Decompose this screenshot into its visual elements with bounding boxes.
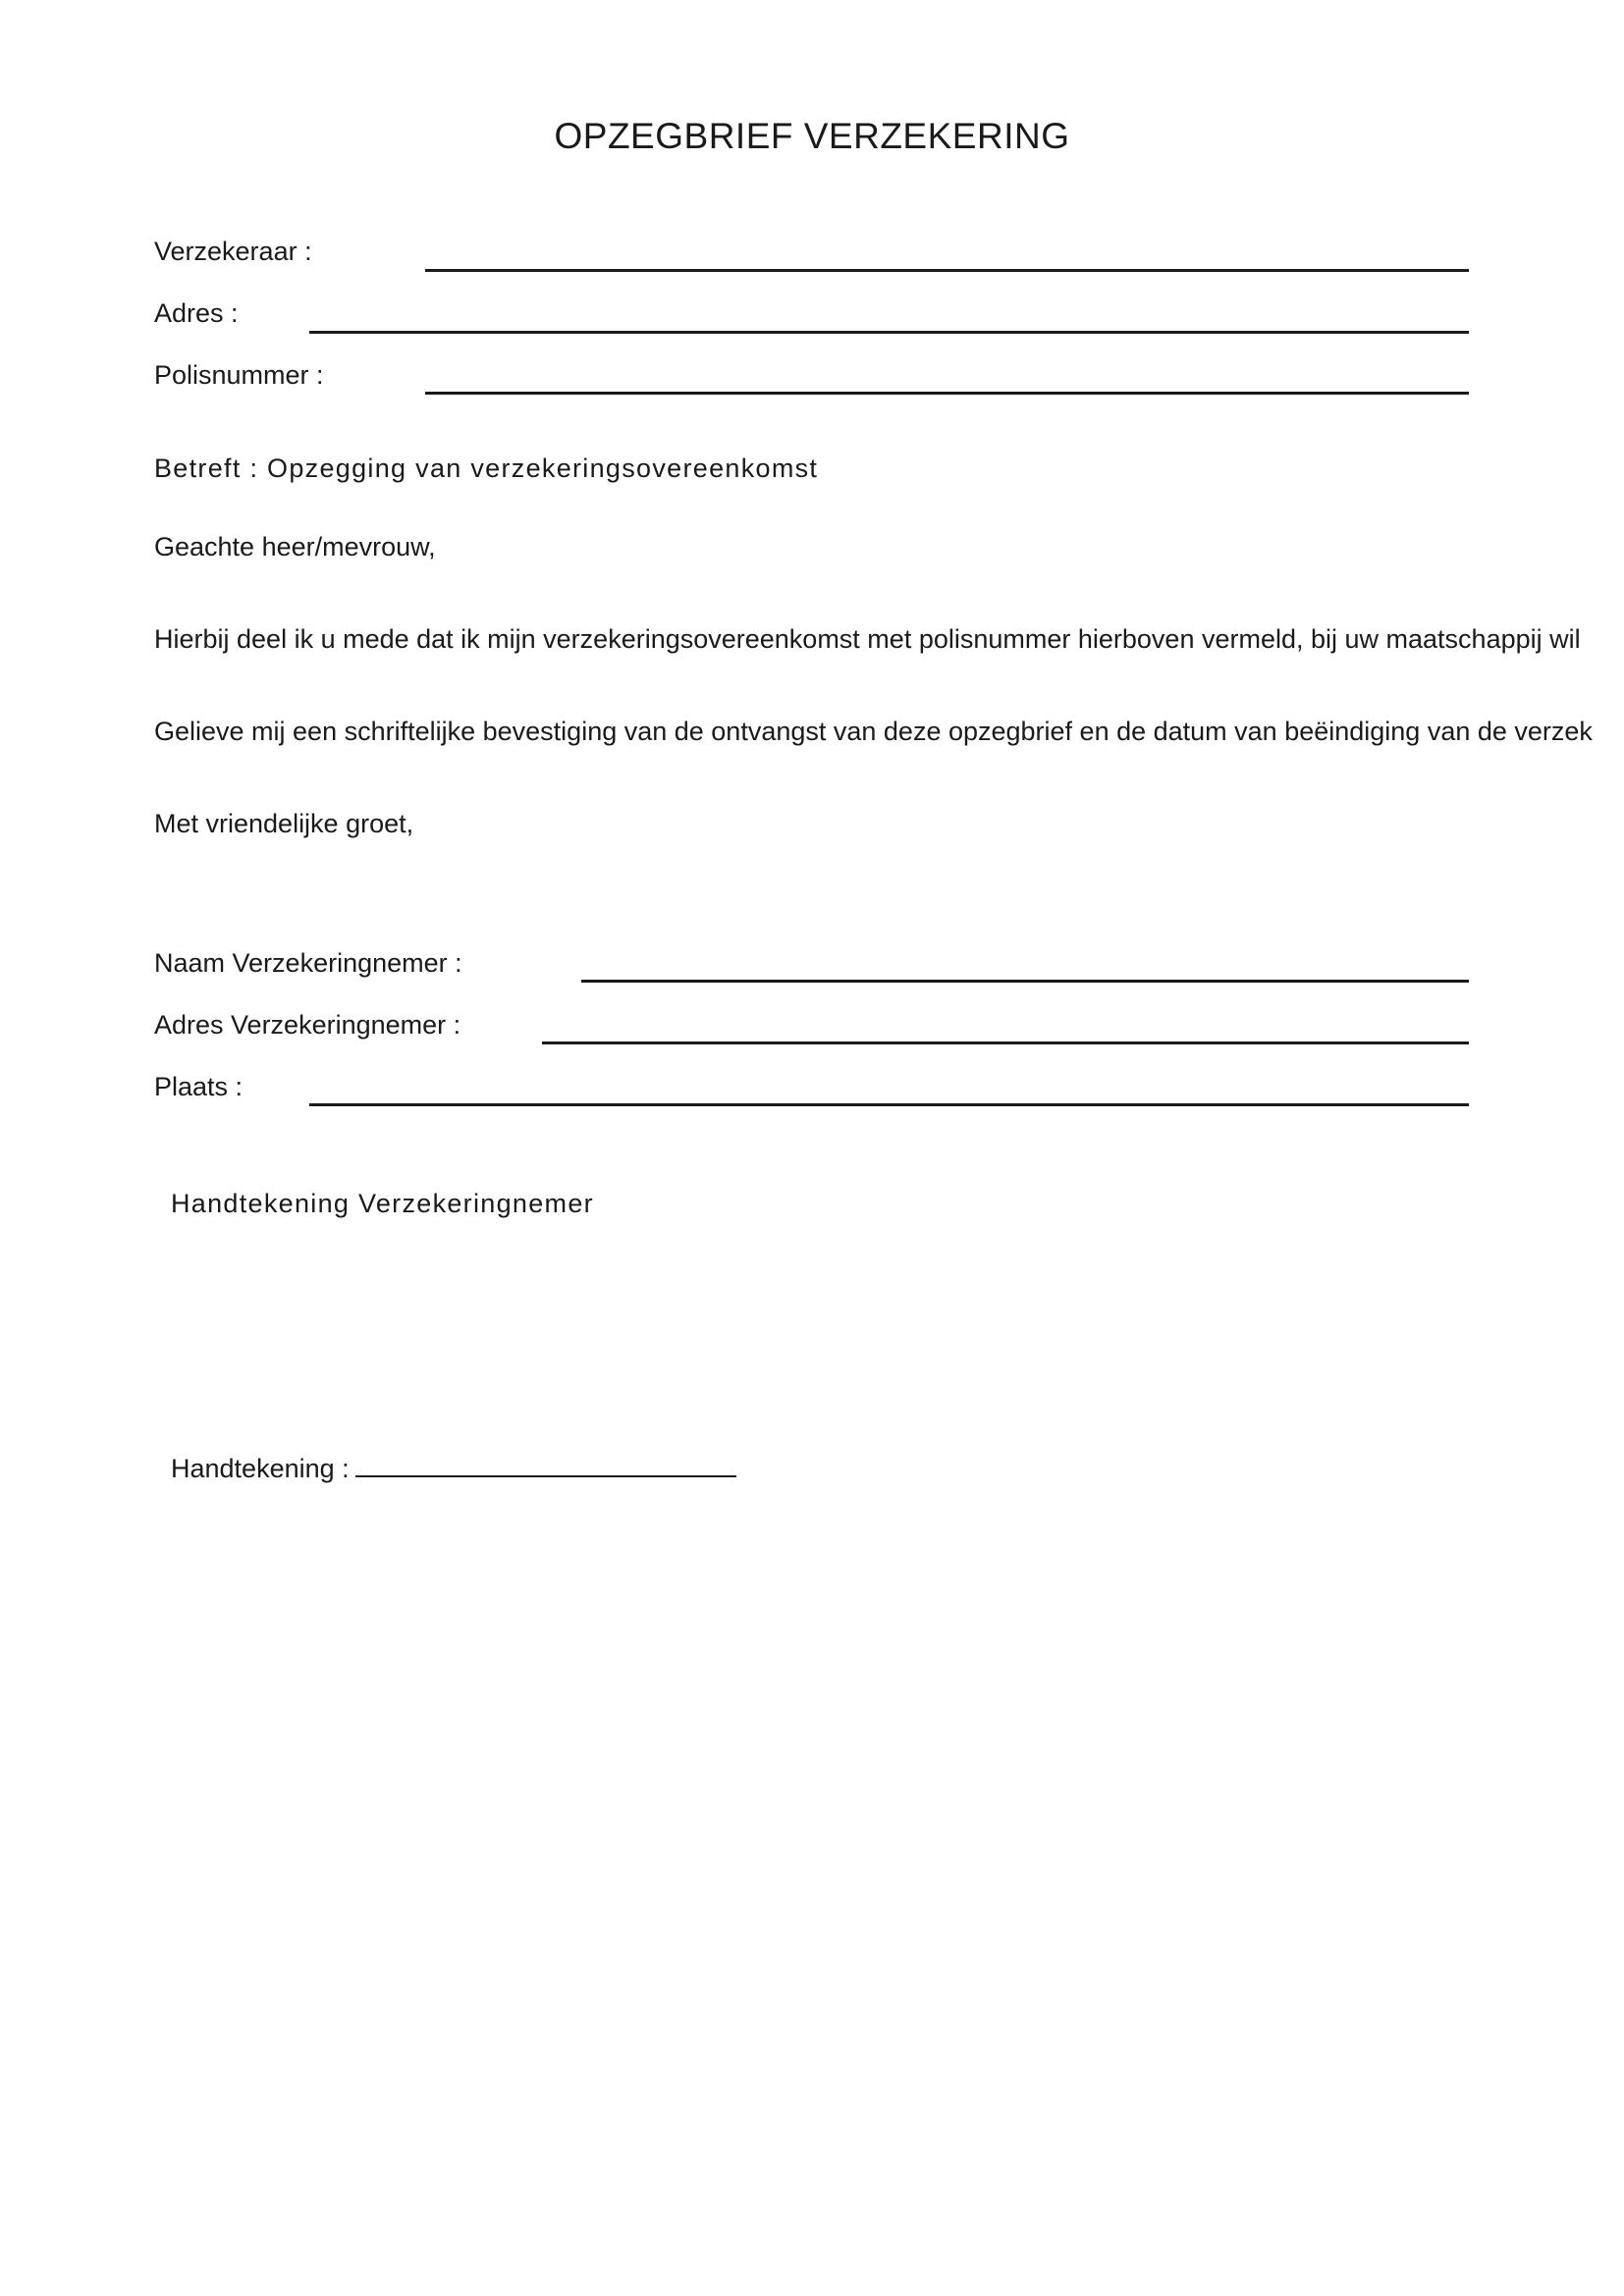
document-title: OPZEGBRIEF VERZEKERING — [554, 116, 1070, 156]
policyholder-address-field-line[interactable] — [542, 1041, 1469, 1044]
policyholder-address-label: Adres Verzekeringnemer : — [154, 1010, 461, 1040]
signature-row — [171, 1452, 736, 1484]
body-paragraph-2: Gelieve mij een schriftelijke bevestiging van de ontvangst van deze opzegbrief en de datum van beëindiging van de verzek — [154, 717, 1593, 746]
body-paragraph-1: Hierbij deel ik u mede dat ik mijn verzekeringsovereenkomst met polisnummer hierboven vermeld, bij uw maatschappij wil — [154, 624, 1581, 654]
place-label: Plaats : — [154, 1072, 244, 1101]
policy-number-field-line[interactable] — [425, 392, 1469, 395]
policyholder-name-field-line[interactable] — [581, 980, 1469, 983]
policy-number-label: Polisnummer : — [154, 360, 324, 390]
insurer-address-field-line[interactable] — [309, 331, 1469, 334]
place-field-line[interactable] — [309, 1103, 1469, 1106]
subject-line: Betreft : Opzegging van verzekeringsovereenkomst — [154, 454, 819, 483]
insurer-address-label: Adres : — [154, 298, 239, 328]
closing: Met vriendelijke groet, — [154, 809, 414, 838]
insurer-field-line[interactable] — [425, 269, 1469, 272]
signature-label: Handtekening : — [171, 1454, 350, 1483]
signature-heading: Handtekening Verzekeringnemer — [171, 1189, 594, 1218]
salutation: Geachte heer/mevrouw, — [154, 532, 436, 561]
policyholder-name-label: Naam Verzekeringnemer : — [154, 948, 462, 978]
insurer-label: Verzekeraar : — [154, 237, 312, 266]
signature-field-line[interactable] — [355, 1452, 736, 1477]
